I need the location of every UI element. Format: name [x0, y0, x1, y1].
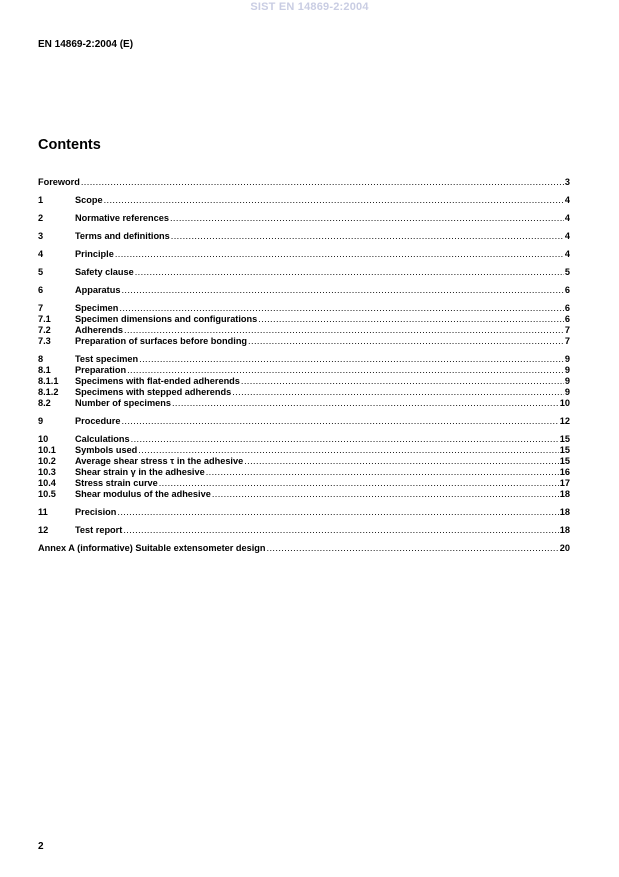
toc-entry-title: Safety clause: [75, 267, 134, 277]
toc-entry-page: 17: [559, 478, 570, 488]
table-of-contents: [38, 176, 570, 554]
toc-entry-title: Scope: [75, 195, 103, 205]
toc-entry-number: 12: [38, 525, 49, 535]
toc-entry[interactable]: [38, 445, 570, 456]
toc-entry-page: 4: [564, 249, 570, 259]
toc-entry-page: 6: [564, 314, 570, 324]
toc-dot-leader: [104, 194, 564, 206]
toc-dot-leader: [171, 230, 564, 242]
toc-dot-leader: [232, 387, 564, 398]
toc-entry-page: 16: [559, 467, 570, 477]
toc-entry[interactable]: [38, 212, 570, 224]
toc-entry[interactable]: [38, 353, 570, 365]
toc-entry-number: 10.5: [38, 489, 56, 499]
toc-entry-page: 4: [564, 231, 570, 241]
toc-entry-number: 7.2: [38, 325, 51, 335]
toc-entry-title: Normative references: [75, 213, 169, 223]
toc-entry-number: 8.1.1: [38, 376, 59, 386]
toc-entry-title: Shear modulus of the adhesive: [75, 489, 211, 499]
toc-entry-title: Specimens with stepped adherends: [75, 387, 232, 397]
contents-title: Contents: [38, 137, 101, 153]
toc-dot-leader: [124, 325, 564, 336]
toc-entry-number: 11: [38, 507, 48, 517]
toc-entry-page: 12: [559, 416, 570, 426]
toc-entry-title: Test specimen: [75, 354, 139, 364]
toc-entry[interactable]: [38, 325, 570, 336]
toc-entry-page: 20: [559, 543, 570, 553]
toc-entry-number: 8.1: [38, 365, 51, 375]
toc-entry[interactable]: [38, 415, 570, 427]
toc-dot-leader: [135, 266, 564, 278]
toc-entry-page: 4: [564, 213, 570, 223]
toc-dot-leader: [119, 302, 563, 314]
toc-dot-leader: [115, 248, 564, 260]
page-number: 2: [38, 841, 44, 852]
toc-entry-page: 5: [564, 267, 570, 277]
toc-dot-leader: [138, 445, 558, 456]
toc-dot-leader: [139, 353, 564, 365]
toc-dot-leader: [244, 456, 559, 467]
toc-dot-leader: [121, 284, 563, 296]
toc-entry-page: 9: [564, 365, 570, 375]
toc-dot-leader: [81, 176, 564, 188]
toc-dot-leader: [121, 415, 558, 427]
toc-dot-leader: [159, 478, 559, 489]
toc-entry-page: 15: [559, 456, 570, 466]
toc-entry-title: Preparation of surfaces before bonding: [75, 336, 248, 346]
toc-entry-page: 3: [564, 177, 570, 187]
toc-dot-leader: [170, 212, 564, 224]
toc-entry-title: Specimen dimensions and configurations: [75, 314, 258, 324]
toc-dot-leader: [172, 398, 559, 409]
toc-dot-leader: [241, 376, 564, 387]
toc-entry-title: Specimen: [75, 303, 119, 313]
toc-entry[interactable]: [38, 376, 570, 387]
toc-entry[interactable]: [38, 336, 570, 347]
toc-entry[interactable]: [38, 176, 570, 188]
toc-entry-title: Specimens with flat-ended adherends: [75, 376, 240, 386]
toc-entry-number: 10.3: [38, 467, 56, 477]
toc-entry-title: Calculations: [75, 434, 130, 444]
toc-entry-title: Terms and definitions: [75, 231, 170, 241]
toc-entry-number: 1: [38, 195, 44, 205]
toc-dot-leader: [127, 365, 564, 376]
toc-entry-page: 9: [564, 354, 570, 364]
toc-entry-title: Test report: [75, 525, 123, 535]
toc-entry-number: 10.1: [38, 445, 56, 455]
toc-dot-leader: [258, 314, 564, 325]
toc-entry[interactable]: [38, 456, 570, 467]
toc-entry-page: 15: [559, 445, 570, 455]
toc-entry-number: 2: [38, 213, 44, 223]
toc-dot-leader: [206, 467, 559, 478]
toc-entry-title: Precision: [75, 507, 117, 517]
toc-entry-title: Foreword: [38, 177, 80, 187]
toc-entry-number: 8.2: [38, 398, 51, 408]
toc-entry-number: 3: [38, 231, 44, 241]
toc-entry[interactable]: [38, 398, 570, 409]
toc-entry[interactable]: [38, 387, 570, 398]
toc-entry[interactable]: [38, 467, 570, 478]
toc-dot-leader: [117, 506, 558, 518]
toc-dot-leader: [267, 542, 559, 554]
toc-entry-title: Average shear stress τ in the adhesive: [75, 456, 244, 466]
toc-entry-page: 4: [564, 195, 570, 205]
toc-entry-page: 18: [559, 507, 570, 517]
toc-entry-page: 18: [559, 489, 570, 499]
toc-entry-title: Number of specimens: [75, 398, 171, 408]
toc-dot-leader: [131, 433, 559, 445]
toc-entry-page: 9: [564, 376, 570, 386]
toc-entry-number: 10: [38, 434, 49, 444]
toc-entry-title: Annex A (informative) Suitable extensometer design: [38, 543, 266, 553]
toc-dot-leader: [123, 524, 558, 536]
toc-entry-title: Apparatus: [75, 285, 121, 295]
toc-entry-page: 9: [564, 387, 570, 397]
toc-entry[interactable]: [38, 194, 570, 206]
document-id: EN 14869-2:2004 (E): [38, 39, 134, 50]
toc-entry-page: 7: [564, 325, 570, 335]
toc-entry[interactable]: [38, 365, 570, 376]
toc-entry[interactable]: [38, 230, 570, 242]
toc-entry-number: 9: [38, 416, 44, 426]
toc-entry[interactable]: [38, 524, 570, 536]
toc-entry[interactable]: [38, 489, 570, 500]
toc-entry-page: 18: [559, 525, 570, 535]
toc-entry-number: 8.1.2: [38, 387, 59, 397]
toc-entry-number: 5: [38, 267, 44, 277]
toc-entry-number: 7.1: [38, 314, 51, 324]
toc-entry[interactable]: [38, 266, 570, 278]
toc-entry[interactable]: [38, 506, 570, 518]
watermark: SIST EN 14869-2:2004: [250, 1, 369, 13]
toc-entry-title: Preparation: [75, 365, 127, 375]
toc-entry-number: 7.3: [38, 336, 51, 346]
toc-entry-number: 8: [38, 354, 44, 364]
toc-entry-title: Procedure: [75, 416, 121, 426]
toc-entry-title: Principle: [75, 249, 114, 259]
toc-entry[interactable]: [38, 314, 570, 325]
toc-dot-leader: [212, 489, 559, 500]
toc-dot-leader: [248, 336, 564, 347]
toc-entry[interactable]: [38, 542, 570, 554]
toc-entry[interactable]: [38, 433, 570, 445]
toc-entry-page: 10: [559, 398, 570, 408]
toc-entry-title: Symbols used: [75, 445, 138, 455]
toc-entry-number: 10.4: [38, 478, 56, 488]
toc-entry[interactable]: [38, 478, 570, 489]
toc-entry-number: 7: [38, 303, 44, 313]
toc-entry-page: 7: [564, 336, 570, 346]
toc-entry-number: 6: [38, 285, 44, 295]
toc-entry-title: Adherends: [75, 325, 123, 335]
toc-entry[interactable]: [38, 284, 570, 296]
toc-entry[interactable]: [38, 248, 570, 260]
toc-entry[interactable]: [38, 302, 570, 314]
toc-entry-page: 6: [564, 285, 570, 295]
toc-entry-number: 4: [38, 249, 44, 259]
toc-entry-page: 6: [564, 303, 570, 313]
toc-entry-page: 15: [559, 434, 570, 444]
toc-entry-title: Shear strain γ in the adhesive: [75, 467, 205, 477]
toc-entry-title: Stress strain curve: [75, 478, 158, 488]
toc-entry-number: 10.2: [38, 456, 56, 466]
